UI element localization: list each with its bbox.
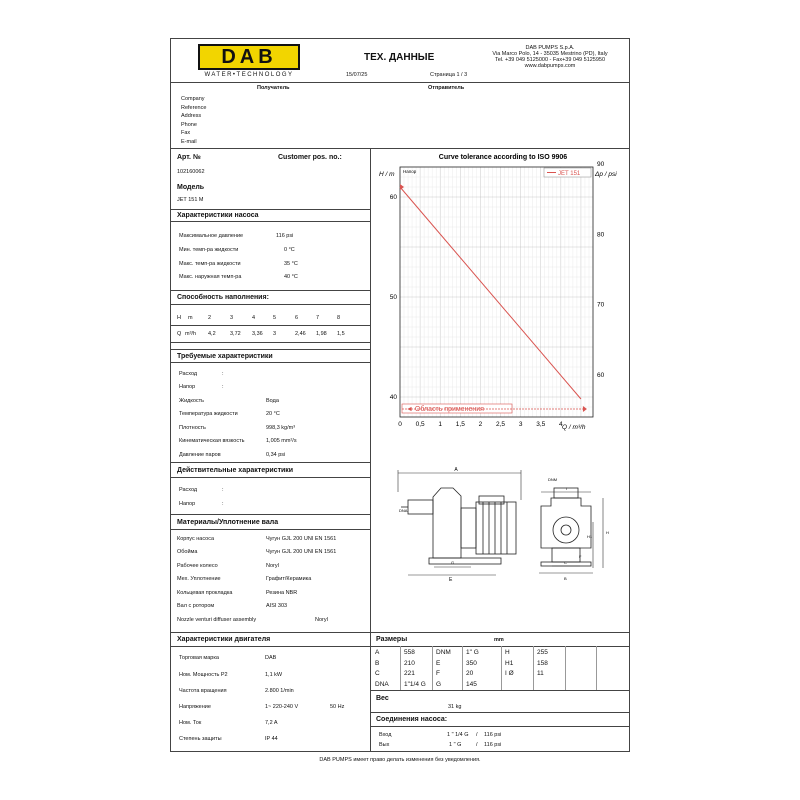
x-tick-label: 0,5 bbox=[415, 421, 425, 428]
required-label: Напор bbox=[179, 384, 196, 390]
divider bbox=[170, 221, 370, 222]
dim-label-a: A bbox=[454, 467, 458, 473]
priming-q-value: 3 bbox=[273, 331, 277, 337]
dimension-key: DNA bbox=[375, 680, 389, 688]
y-tick-label: 40 bbox=[389, 394, 397, 401]
material-label: Корпус насоса bbox=[177, 536, 215, 542]
dim-label-f: F bbox=[579, 554, 582, 559]
dim-label-c: C bbox=[564, 560, 567, 565]
document-date: 15/07/25 bbox=[346, 72, 368, 78]
actual-label: Расход bbox=[179, 487, 198, 493]
materials-title: Материалы/Уплотнение вала bbox=[177, 519, 279, 526]
material-label: Кольцевая прокладка bbox=[177, 590, 233, 596]
recipient-label: Получатель bbox=[257, 85, 290, 91]
required-label: Давление паров bbox=[179, 452, 221, 458]
spec-label: Максимальное давление bbox=[179, 233, 244, 239]
company-line: DAB PUMPS S.p.A. bbox=[525, 45, 575, 51]
priming-h-unit: m bbox=[188, 315, 193, 321]
x-tick-label: 2,5 bbox=[495, 421, 506, 428]
legend-label: JET 151 bbox=[558, 171, 581, 177]
connection-separator: / bbox=[476, 732, 478, 738]
dim-label-h1: H1 bbox=[587, 534, 593, 539]
divider bbox=[170, 646, 370, 647]
contact-field: Fax bbox=[181, 130, 191, 136]
dim-label-h: H bbox=[606, 530, 609, 535]
required-label: Плотность bbox=[179, 425, 206, 431]
actual-label: Напор bbox=[179, 501, 196, 507]
application-range bbox=[402, 404, 587, 413]
chart-title: Curve tolerance according to ISO 9906 bbox=[438, 154, 568, 161]
dimension-key: H1 bbox=[505, 659, 514, 667]
contact-field: Phone bbox=[181, 121, 197, 128]
material-value: Графит/Керамика bbox=[266, 576, 312, 582]
dim-label-dna: DNA bbox=[399, 508, 408, 513]
priming-title: Способность наполнения: bbox=[177, 294, 269, 301]
connection-pressure: 116 psi bbox=[484, 742, 502, 748]
contact-field: E-mail bbox=[181, 138, 197, 145]
material-label: Рабочее колесо bbox=[177, 563, 218, 569]
required-colon: : bbox=[222, 384, 224, 390]
divider bbox=[170, 304, 370, 305]
material-label: Вал с ротором bbox=[177, 603, 215, 609]
spec-value: 35 °C bbox=[284, 261, 298, 267]
divider bbox=[170, 342, 370, 343]
weight-title: Вес bbox=[376, 695, 389, 702]
dim-label-b: B bbox=[564, 576, 567, 581]
divider bbox=[170, 529, 370, 530]
article-label: Арт. № bbox=[177, 154, 201, 161]
footer-note: DAB PUMPS имеет право делать изменения без уведомления. bbox=[319, 757, 481, 763]
priming-q-unit: m³/h bbox=[185, 331, 196, 337]
logo-subtitle: WATER•TECHNOLOGY bbox=[204, 72, 294, 78]
priming-q-value: 3,36 bbox=[252, 331, 263, 337]
dimension-value: 558 bbox=[404, 649, 415, 656]
dimension-value: 11 bbox=[537, 670, 544, 677]
divider bbox=[170, 325, 370, 326]
priming-q-value: 2,46 bbox=[295, 331, 306, 337]
material-label: Обойма bbox=[177, 549, 198, 555]
inner-label: Напор bbox=[403, 169, 417, 174]
performance-chart bbox=[371, 149, 630, 432]
actual-colon: : bbox=[222, 501, 224, 507]
motor-frequency: 50 Hz bbox=[330, 704, 345, 710]
y-tick-label: 60 bbox=[389, 194, 397, 201]
x-tick-label: 3 bbox=[518, 421, 523, 428]
y-right-tick-label: 90 bbox=[597, 161, 605, 169]
motor-label: Напряжение bbox=[179, 704, 211, 710]
y-right-tick-label: 60 bbox=[597, 372, 605, 380]
motor-value: 7,2 A bbox=[265, 720, 278, 726]
dab-logo bbox=[198, 44, 300, 78]
connection-pressure: 116 psi bbox=[484, 732, 502, 738]
connections-title: Соединения насоса: bbox=[376, 716, 448, 723]
dimension-value: 255 bbox=[537, 649, 548, 656]
table-line bbox=[432, 646, 433, 690]
page-title: ТЕХ. ДАННЫЕ bbox=[364, 52, 435, 63]
required-label: Кинематическая вязкость bbox=[179, 438, 245, 444]
priming-h-value: 7 bbox=[316, 315, 320, 321]
pump-side-view bbox=[401, 488, 516, 564]
weight-value: 31 kg bbox=[448, 704, 462, 710]
x-tick-label: 4 bbox=[559, 421, 563, 428]
pump-front-view bbox=[541, 488, 591, 566]
material-value: Чугун GJL 200 UNI EN 1561 bbox=[266, 549, 337, 555]
dimension-value: 1" G bbox=[466, 649, 479, 656]
material-value: Noryl bbox=[315, 617, 328, 623]
motor-label: Ном. Мощность P2 bbox=[179, 672, 228, 678]
dimensions-table bbox=[370, 646, 630, 690]
motor-label: Степень защиты bbox=[179, 736, 222, 742]
contact-fields bbox=[181, 95, 206, 146]
divider bbox=[170, 632, 630, 633]
priming-q-value: 3,72 bbox=[230, 331, 241, 337]
priming-h-value: 3 bbox=[230, 315, 234, 321]
divider bbox=[170, 290, 370, 291]
motor-value: IP 44 bbox=[265, 736, 278, 742]
logo-text: DAB bbox=[221, 45, 277, 68]
dimension-key: I Ø bbox=[505, 670, 514, 677]
sender-label: Отправитель bbox=[428, 85, 465, 91]
priming-h-value: 2 bbox=[208, 315, 212, 321]
divider bbox=[170, 462, 370, 463]
motor-label: Ном. Ток bbox=[179, 720, 202, 726]
priming-q-label: Q bbox=[177, 331, 182, 337]
dimension-value: 350 bbox=[466, 659, 477, 667]
required-label: Расход bbox=[179, 371, 198, 377]
connection-size: 1 " 1/4 G bbox=[447, 732, 469, 738]
connection-separator: / bbox=[476, 742, 478, 748]
table-line bbox=[533, 646, 534, 690]
motor-value: DAB bbox=[265, 655, 277, 661]
divider bbox=[370, 726, 630, 727]
priming-h-value: 6 bbox=[295, 315, 299, 321]
spec-label: Макс. наружная темп-ра bbox=[179, 274, 242, 280]
required-label: Температура жидкости bbox=[179, 411, 238, 417]
dim-label-e: E bbox=[449, 577, 453, 583]
x-tick-label: 0 bbox=[398, 421, 402, 428]
required-value: Вода bbox=[266, 398, 279, 404]
spec-label: Мин. темп-ра жидкости bbox=[179, 247, 239, 253]
dimension-key: C bbox=[375, 670, 380, 677]
x-axis-label: Q / m³/h bbox=[562, 424, 586, 431]
spec-value: 0 °C bbox=[284, 247, 295, 253]
required-label: Жидкость bbox=[179, 398, 205, 404]
motor-title: Характеристики двигателя bbox=[177, 636, 271, 643]
actual-title: Действительные характеристики bbox=[177, 467, 294, 474]
spec-label: Макс. темп-ра жидкости bbox=[179, 261, 241, 267]
priming-h-label: H bbox=[177, 315, 181, 321]
dimension-value: 20 bbox=[466, 670, 474, 677]
divider bbox=[170, 82, 630, 83]
y-right-tick-label: 80 bbox=[597, 231, 605, 239]
spec-value: 116 psi bbox=[276, 233, 294, 239]
x-tick-label: 1,5 bbox=[455, 421, 465, 428]
required-value: 1,005 mm²/s bbox=[266, 438, 297, 444]
model-label: Модель bbox=[177, 184, 205, 191]
motor-value: 1,1 kW bbox=[265, 672, 283, 678]
dimension-key: F bbox=[436, 670, 440, 677]
chart-series bbox=[400, 184, 581, 399]
x-tick-label: 1 bbox=[438, 421, 443, 428]
company-line: www.dabpumps.com bbox=[524, 63, 576, 69]
dim-label-i: I bbox=[566, 486, 568, 491]
model-value: JET 151 M bbox=[177, 197, 204, 203]
y-axis-left-label: H / m bbox=[379, 171, 395, 178]
actual-colon: : bbox=[222, 487, 224, 493]
connection-size: 1 " G bbox=[449, 742, 462, 748]
required-colon: : bbox=[222, 371, 224, 377]
priming-h-value: 8 bbox=[337, 315, 341, 321]
article-number: 102160062 bbox=[177, 169, 205, 175]
x-tick-label: 3,5 bbox=[536, 421, 546, 428]
customer-pos-label: Customer pos. no.: bbox=[278, 154, 342, 161]
dimension-value: 210 bbox=[404, 659, 415, 667]
divider bbox=[170, 477, 370, 478]
motor-value: 2.800 1/min bbox=[265, 688, 294, 694]
priming-h-value: 5 bbox=[273, 315, 277, 321]
material-value: Noryl bbox=[266, 563, 279, 569]
material-value: AISI 303 bbox=[266, 603, 288, 609]
required-title: Требуемые характеристики bbox=[177, 353, 273, 360]
dimension-key: H bbox=[505, 649, 510, 656]
contact-field: Address bbox=[181, 113, 202, 119]
application-label: ◄ Область применения bbox=[406, 406, 484, 413]
motor-label: Частота вращения bbox=[179, 688, 227, 694]
priming-q-value: 1,5 bbox=[337, 331, 345, 337]
company-info bbox=[480, 45, 620, 69]
dim-label-g: G bbox=[451, 560, 455, 565]
dimension-key: A bbox=[375, 649, 380, 656]
dimension-key: E bbox=[436, 659, 441, 667]
contact-field: Company bbox=[181, 96, 205, 102]
divider bbox=[170, 349, 370, 350]
table-line bbox=[462, 646, 463, 690]
dimensions-unit: mm bbox=[494, 637, 504, 643]
priming-h-value: 4 bbox=[252, 315, 256, 321]
divider bbox=[170, 209, 370, 210]
dimension-key: G bbox=[436, 680, 442, 688]
table-line bbox=[596, 646, 597, 690]
material-value: Чугун GJL 200 UNI EN 1561 bbox=[266, 536, 337, 542]
x-tick-label: 2 bbox=[478, 421, 483, 428]
company-line: Via Marco Polo, 14 - 35035 Mestrino (PD), Italy bbox=[492, 51, 608, 57]
dimension-value: 145 bbox=[466, 680, 477, 688]
material-label: Мех. Уплотнение bbox=[177, 576, 221, 582]
dimension-value: 158 bbox=[537, 659, 548, 667]
table-line bbox=[501, 646, 502, 690]
material-label: Nozzle venturi diffuser assembly bbox=[177, 617, 257, 623]
required-value: 0,34 psi bbox=[266, 452, 286, 458]
connection-label: Вых bbox=[379, 742, 390, 748]
divider bbox=[170, 514, 370, 515]
divider bbox=[170, 362, 370, 363]
priming-q-value: 1,98 bbox=[316, 331, 327, 337]
spec-value: 40 °C bbox=[284, 274, 298, 280]
y-axis-right-label: Δp / psi bbox=[595, 171, 617, 178]
dimension-key: DNM bbox=[436, 649, 451, 656]
motor-value: 1~ 220-240 V bbox=[265, 704, 299, 710]
pump-drawing bbox=[371, 440, 630, 630]
table-line bbox=[400, 646, 401, 690]
dim-label-dnm: DNM bbox=[548, 477, 558, 482]
company-line: Tel. +39 049 5125000 - Fax+39 049 5125950 bbox=[494, 57, 606, 63]
required-value: 998,3 kg/m³ bbox=[266, 425, 296, 431]
y-tick-label: 50 bbox=[389, 294, 397, 301]
connection-label: Вход bbox=[379, 732, 392, 738]
required-value: 20 °C bbox=[266, 411, 280, 417]
dimension-value: 1"1/4 G bbox=[404, 680, 426, 688]
dimension-value: 221 bbox=[404, 670, 415, 677]
contact-field: Reference bbox=[181, 104, 207, 111]
page-number: Страница 1 / 3 bbox=[430, 72, 468, 78]
chart-ticks bbox=[390, 161, 605, 428]
dimensions-title: Размеры bbox=[376, 636, 408, 643]
divider bbox=[370, 712, 630, 713]
series-line bbox=[400, 187, 581, 399]
motor-label: Торговая марка bbox=[179, 655, 219, 661]
dimension-key: B bbox=[375, 659, 380, 667]
table-line bbox=[565, 646, 566, 690]
pump-specs-title: Характеристики насоса bbox=[177, 212, 259, 219]
y-right-tick-label: 70 bbox=[597, 301, 605, 309]
divider bbox=[370, 690, 630, 691]
priming-q-value: 4,2 bbox=[208, 331, 216, 337]
material-value: Резина NBR bbox=[266, 590, 298, 596]
